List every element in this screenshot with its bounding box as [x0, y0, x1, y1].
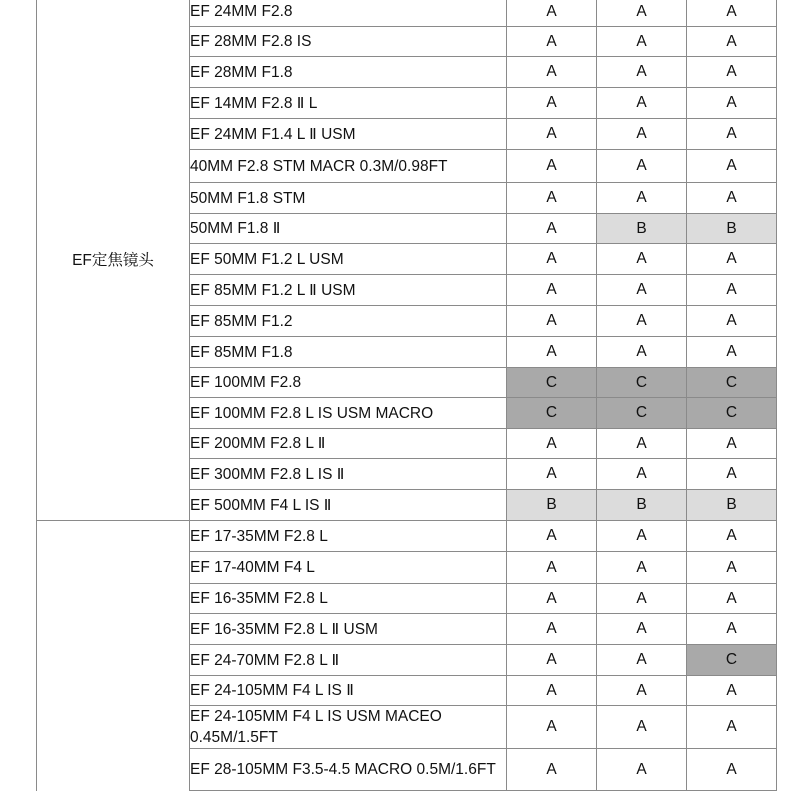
compatibility-grade-cell: A: [507, 183, 597, 214]
lens-model-cell: EF 17-35MM F2.8 L: [190, 521, 507, 552]
compatibility-grade-cell: A: [597, 275, 687, 306]
lens-group-label: EF定焦镜头: [37, 0, 190, 521]
compatibility-grade-cell: A: [597, 57, 687, 88]
compatibility-grade-cell: A: [507, 552, 597, 584]
compatibility-grade-cell: A: [507, 150, 597, 183]
compatibility-grade-cell: A: [597, 552, 687, 584]
compatibility-grade-cell: A: [597, 676, 687, 706]
compatibility-grade-cell: A: [597, 706, 687, 749]
compatibility-grade-cell: A: [507, 521, 597, 552]
lens-model-cell: EF 28MM F2.8 IS: [190, 27, 507, 57]
compatibility-grade-cell: A: [687, 614, 777, 645]
compatibility-grade-cell: A: [687, 119, 777, 150]
compatibility-grade-cell: A: [597, 337, 687, 368]
lens-model-cell: EF 50MM F1.2 L USM: [190, 244, 507, 275]
lens-model-cell: EF 100MM F2.8 L IS USM MACRO: [190, 398, 507, 429]
compatibility-grade-cell: B: [597, 214, 687, 244]
compatibility-grade-cell: A: [687, 337, 777, 368]
compatibility-grade-cell: A: [507, 706, 597, 749]
lens-model-cell: EF 85MM F1.2: [190, 306, 507, 337]
compatibility-grade-cell: A: [597, 244, 687, 275]
compatibility-grade-cell: A: [687, 150, 777, 183]
compatibility-grade-cell: A: [597, 150, 687, 183]
lens-model-cell: EF 28MM F1.8: [190, 57, 507, 88]
compatibility-grade-cell: A: [687, 244, 777, 275]
lens-model-cell: EF 85MM F1.8: [190, 337, 507, 368]
lens-model-cell: EF 100MM F2.8: [190, 368, 507, 398]
compatibility-grade-cell: A: [597, 88, 687, 119]
compatibility-grade-cell: B: [597, 490, 687, 521]
compatibility-grade-cell: A: [597, 27, 687, 57]
lens-model-cell: EF 28-105MM F3.5-4.5 MACRO 0.5M/1.6FT: [190, 749, 507, 791]
compatibility-grade-cell: A: [597, 183, 687, 214]
lens-model-cell: EF 17-40MM F4 L: [190, 552, 507, 584]
compatibility-grade-cell: A: [507, 749, 597, 791]
compatibility-grade-cell: A: [687, 459, 777, 490]
compatibility-grade-cell: A: [597, 521, 687, 552]
compatibility-grade-cell: A: [597, 119, 687, 150]
compatibility-grade-cell: A: [597, 459, 687, 490]
compatibility-grade-cell: B: [507, 490, 597, 521]
lens-model-cell: EF 300MM F2.8 L IS Ⅱ: [190, 459, 507, 490]
compatibility-grade-cell: A: [687, 552, 777, 584]
compatibility-grade-cell: B: [687, 214, 777, 244]
lens-model-cell: EF 24-70MM F2.8 L Ⅱ: [190, 645, 507, 676]
lens-compatibility-table: [36, 0, 777, 791]
lens-model-cell: EF 16-35MM F2.8 L Ⅱ USM: [190, 614, 507, 645]
compatibility-grade-cell: A: [597, 0, 687, 27]
lens-group-label: [37, 521, 190, 791]
lens-model-cell: 50MM F1.8 Ⅱ: [190, 214, 507, 244]
compatibility-grade-cell: A: [687, 306, 777, 337]
lens-model-cell: EF 24MM F1.4 L Ⅱ USM: [190, 119, 507, 150]
table-row: [37, 521, 777, 552]
compatibility-grade-cell: A: [687, 27, 777, 57]
compatibility-grade-cell: A: [687, 521, 777, 552]
compatibility-grade-cell: A: [597, 614, 687, 645]
compatibility-grade-cell: A: [687, 183, 777, 214]
lens-model-cell: EF 200MM F2.8 L Ⅱ: [190, 429, 507, 459]
compatibility-grade-cell: A: [507, 429, 597, 459]
compatibility-grade-cell: A: [687, 584, 777, 614]
compatibility-grade-cell: B: [687, 490, 777, 521]
compatibility-grade-cell: C: [597, 368, 687, 398]
compatibility-grade-cell: A: [687, 275, 777, 306]
compatibility-grade-cell: A: [597, 749, 687, 791]
table-row: [37, 0, 777, 27]
lens-model-cell: 40MM F2.8 STM MACR 0.3M/0.98FT: [190, 150, 507, 183]
compatibility-grade-cell: A: [507, 244, 597, 275]
lens-model-cell: EF 24-105MM F4 L IS USM MACEO 0.45M/1.5FT: [190, 706, 507, 749]
compatibility-grade-cell: C: [597, 398, 687, 429]
compatibility-grade-cell: A: [687, 57, 777, 88]
compatibility-grade-cell: C: [507, 368, 597, 398]
compatibility-grade-cell: A: [687, 706, 777, 749]
compatibility-grade-cell: A: [507, 306, 597, 337]
compatibility-grade-cell: A: [507, 27, 597, 57]
compatibility-grade-cell: A: [687, 429, 777, 459]
compatibility-grade-cell: A: [507, 0, 597, 27]
compatibility-grade-cell: A: [507, 88, 597, 119]
compatibility-grade-cell: A: [687, 88, 777, 119]
compatibility-grade-cell: A: [597, 645, 687, 676]
compatibility-grade-cell: A: [687, 676, 777, 706]
compatibility-grade-cell: A: [507, 214, 597, 244]
compatibility-grade-cell: C: [507, 398, 597, 429]
compatibility-grade-cell: A: [507, 275, 597, 306]
compatibility-grade-cell: A: [687, 0, 777, 27]
compatibility-grade-cell: A: [507, 57, 597, 88]
compatibility-grade-cell: A: [597, 429, 687, 459]
compatibility-grade-cell: A: [507, 614, 597, 645]
compatibility-grade-cell: A: [507, 459, 597, 490]
compatibility-grade-cell: A: [507, 119, 597, 150]
compatibility-grade-cell: A: [507, 676, 597, 706]
compatibility-grade-cell: A: [597, 584, 687, 614]
lens-model-cell: EF 16-35MM F2.8 L: [190, 584, 507, 614]
compatibility-grade-cell: A: [507, 645, 597, 676]
compatibility-grade-cell: A: [507, 337, 597, 368]
compatibility-grade-cell: A: [597, 306, 687, 337]
compatibility-grade-cell: A: [507, 584, 597, 614]
compatibility-grade-cell: C: [687, 398, 777, 429]
compatibility-grade-cell: C: [687, 645, 777, 676]
lens-model-cell: EF 24MM F2.8: [190, 0, 507, 27]
compatibility-grade-cell: C: [687, 368, 777, 398]
lens-model-cell: EF 500MM F4 L IS Ⅱ: [190, 490, 507, 521]
lens-model-cell: EF 24-105MM F4 L IS Ⅱ: [190, 676, 507, 706]
compatibility-grade-cell: A: [687, 749, 777, 791]
lens-model-cell: EF 85MM F1.2 L Ⅱ USM: [190, 275, 507, 306]
lens-model-cell: 50MM F1.8 STM: [190, 183, 507, 214]
lens-model-cell: EF 14MM F2.8 Ⅱ L: [190, 88, 507, 119]
